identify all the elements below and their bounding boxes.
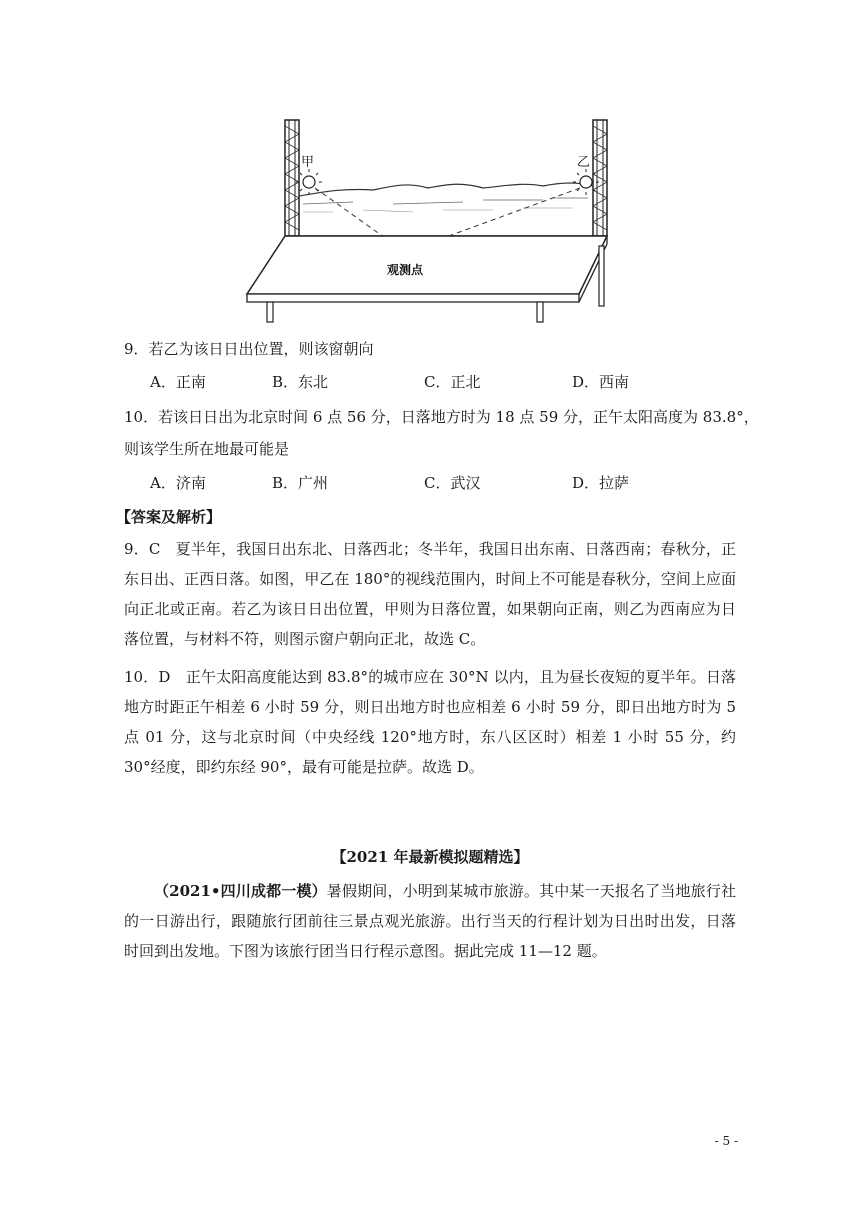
right-window-frame: [593, 120, 607, 236]
q9-option-c: C．正北: [424, 373, 481, 391]
page-number: - 5 -: [714, 1134, 738, 1148]
table: [247, 236, 607, 322]
q9-stem: 9．若乙为该日日出位置，则该窗朝向: [124, 340, 374, 358]
horizon-mountains: [299, 183, 593, 196]
q10-stem-line2: 则该学生所在地最可能是: [124, 440, 290, 458]
section-title: 【2021 年最新模拟题精选】: [331, 848, 529, 866]
answer-10: 10．D 正午太阳高度能达到 83.8°的城市应在 30°N 以内，且为昼长夜短的夏半年。日落地方时距正午相差 6 小时 59 分，则日出地方时也应相差 6 小时 59 分，即日出地方时为 5 点 01 分，这与北京时间（中央经线 120°地方时，东八区区时）相差 1 小时 55 分，约 30°经度，即约东经 90°，最有可能是拉萨。故选 D。: [124, 668, 736, 776]
left-window-frame: [285, 120, 299, 236]
section-intro-text: 暑假期间，小明到某城市旅游。其中某一天报名了当地旅行社的一日游出行，跟随旅行团前往三景点观光旅游。出行当天的行程计划为日出时出发，日落时回到出发地。下图为该旅行团当日行程示意图。据此完成 11—12 题。: [124, 882, 736, 960]
label-jia: 甲: [301, 155, 315, 170]
q10-stem-line1: 10．若该日日出为北京时间 6 点 56 分，日落地方时为 18 点 59 分，正午太阳高度为 83.8°，: [124, 408, 759, 426]
label-yi: 乙: [577, 155, 591, 170]
q10-option-b: B．广州: [272, 474, 329, 492]
sun-jia: [296, 169, 322, 195]
label-observation-point: 观测点: [386, 263, 424, 277]
section-source: （2021•四川成都一模）: [154, 882, 327, 900]
q10-option-d: D．拉萨: [572, 474, 630, 492]
q10-option-a: A．济南: [150, 474, 206, 492]
answers-heading: 【答案及解析】: [116, 508, 222, 526]
q9-option-b: B．东北: [272, 373, 329, 391]
q10-option-c: C．武汉: [424, 474, 481, 492]
q9-option-a: A．正南: [150, 373, 206, 391]
section-intro: [124, 876, 736, 966]
answer-9: 9．C 夏半年，我国日出东北、日落西北；冬半年，我国日出东南、日落西南；春秋分，正东日出、正西日落。如图，甲乙在 180°的视线范围内，时间上不可能是春秋分，空间上应面向正北或正南。若乙为该日日出位置，甲则为日落位置，如果朝向正南，则乙为西南应为日落位置，与材料不符，则图示窗户朝向正北，故选 C。: [124, 540, 736, 648]
q9-option-d: D．西南: [572, 373, 630, 391]
window-sun-diagram: [243, 116, 615, 324]
